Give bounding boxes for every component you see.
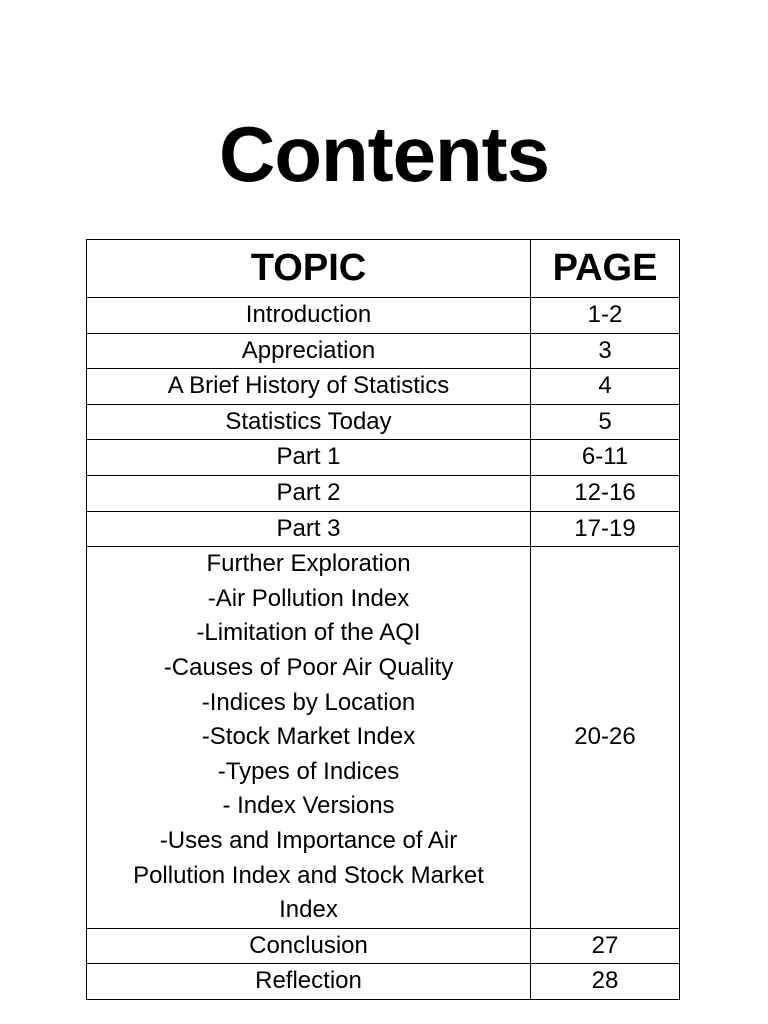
table-row bbox=[87, 964, 680, 1000]
page-number-cell: 6-11 bbox=[531, 440, 680, 476]
table-row bbox=[87, 928, 680, 964]
table-header-row bbox=[87, 240, 680, 298]
page-number-cell: 20-26 bbox=[531, 547, 680, 929]
page-number-cell: 17-19 bbox=[531, 511, 680, 547]
topic-text: Appreciation bbox=[241, 336, 376, 364]
topic-cell bbox=[87, 964, 531, 1000]
page-column-header: PAGE bbox=[531, 240, 680, 298]
page-number-cell: 1-2 bbox=[531, 298, 680, 334]
topic-text: Statistics Today bbox=[225, 407, 392, 435]
contents-table bbox=[86, 239, 680, 1000]
topic-text: Part 3 bbox=[276, 514, 341, 542]
topic-text: -Stock Market Index bbox=[201, 723, 416, 751]
table-row bbox=[87, 298, 680, 334]
table-row bbox=[87, 475, 680, 511]
page-number-cell: 28 bbox=[531, 964, 680, 1000]
topic-text: Further Exploration bbox=[206, 550, 411, 578]
topic-text: Part 1 bbox=[276, 443, 341, 471]
table-row bbox=[87, 547, 680, 929]
page-number-cell: 12-16 bbox=[531, 475, 680, 511]
topic-cell bbox=[87, 333, 531, 369]
topic-column-header: TOPIC bbox=[87, 240, 531, 298]
topic-text: Part 2 bbox=[276, 478, 341, 506]
topic-cell bbox=[87, 547, 531, 929]
topic-text: -Limitation of the AQI bbox=[196, 619, 421, 647]
topic-text: Reflection bbox=[255, 967, 362, 995]
topic-text: Index bbox=[279, 896, 338, 924]
topic-text: -Indices by Location bbox=[201, 688, 416, 716]
topic-cell bbox=[87, 475, 531, 511]
table-row bbox=[87, 440, 680, 476]
topic-cell bbox=[87, 928, 531, 964]
table-row bbox=[87, 511, 680, 547]
topic-text: -Uses and Importance of Air bbox=[159, 826, 458, 854]
table-row bbox=[87, 333, 680, 369]
table-body bbox=[87, 298, 680, 1000]
topic-text: A Brief History of Statistics bbox=[167, 372, 450, 400]
topic-text: Pollution Index and Stock Market bbox=[133, 861, 484, 889]
table-row bbox=[87, 369, 680, 405]
topic-text: - Index Versions bbox=[222, 792, 395, 820]
topic-text: Introduction bbox=[245, 301, 372, 328]
topic-text: -Causes of Poor Air Quality bbox=[163, 653, 454, 681]
topic-text: -Air Pollution Index bbox=[207, 584, 410, 612]
topic-cell bbox=[87, 369, 531, 405]
topic-cell bbox=[87, 511, 531, 547]
page-title: Contents bbox=[219, 110, 549, 198]
page-number-cell: 4 bbox=[531, 369, 680, 405]
topic-cell bbox=[87, 404, 531, 440]
topic-text: Conclusion bbox=[249, 931, 368, 959]
topic-cell bbox=[87, 298, 531, 334]
page-number-cell: 3 bbox=[531, 333, 680, 369]
page-number-cell: 27 bbox=[531, 928, 680, 964]
topic-text: -Types of Indices bbox=[217, 757, 400, 785]
page-number-cell: 5 bbox=[531, 404, 680, 440]
table-row bbox=[87, 404, 680, 440]
topic-cell bbox=[87, 440, 531, 476]
